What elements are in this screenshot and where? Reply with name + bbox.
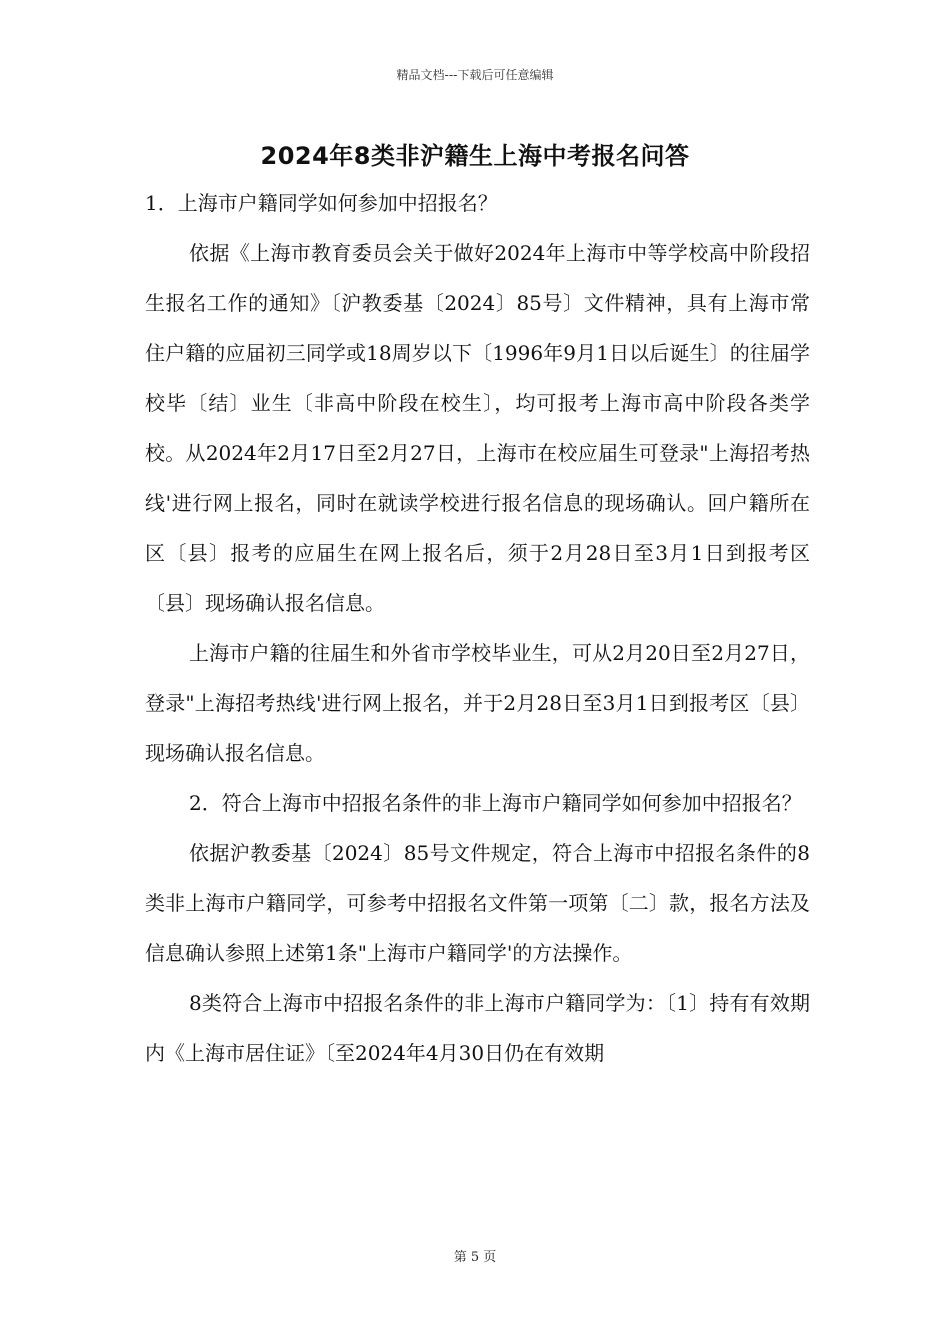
question-2: 2．符合上海市中招报名条件的非上海市户籍同学如何参加中招报名？: [189, 791, 802, 815]
answer-2-paragraph-2: 8类符合上海市中招报名条件的非上海市户籍同学为：〔1〕持有有效期内《上海市居住证》〔至2024年4月30日仍在有效期: [145, 991, 810, 1065]
answer-1-paragraph-1: 依据《上海市教育委员会关于做好2024年上海市中等学校高中阶段招生报名工作的通知》〔沪教委基〔2024〕85号〕文件精神，具有上海市常住户籍的应届初三同学或18周岁以下〔1996年9月1日以后诞生〕的往届学校毕〔结〕业生〔非高中阶段在校生〕，均可报考上海市高中阶段各类学校。从2024年2月17日至2月27日，上海市在校应届生可登录"上海招考热线'进行网上报名，同时在就读学校进行报名信息的现场确认。回户籍所在区〔县〕报考的应届生在网上报名后，须于2月28日至3月1日到报考区〔县〕现场确认报名信息。: [145, 241, 810, 615]
answer-1-paragraph-2: 上海市户籍的往届生和外省市学校毕业生，可从2月20日至2月27日，登录"上海招考热线'进行网上报名，并于2月28日至3月1日到报考区〔县〕现场确认报名信息。: [145, 641, 810, 765]
question-1: 1．上海市户籍同学如何参加中招报名？: [145, 191, 498, 215]
document-body: [145, 178, 810, 1078]
page-number: 第 5 页: [453, 1250, 497, 1265]
document-title: 2024年8类非沪籍生上海中考报名问答: [260, 142, 690, 170]
header-note: 精品文档---下载后可任意编辑: [396, 68, 554, 82]
answer-2-paragraph-1: 依据沪教委基〔2024〕85号文件规定，符合上海市中招报名条件的8类非上海市户籍同学，可参考中招报名文件第一项第〔二〕款，报名方法及信息确认参照上述第1条"上海市户籍同学'的方法操作。: [145, 841, 810, 965]
